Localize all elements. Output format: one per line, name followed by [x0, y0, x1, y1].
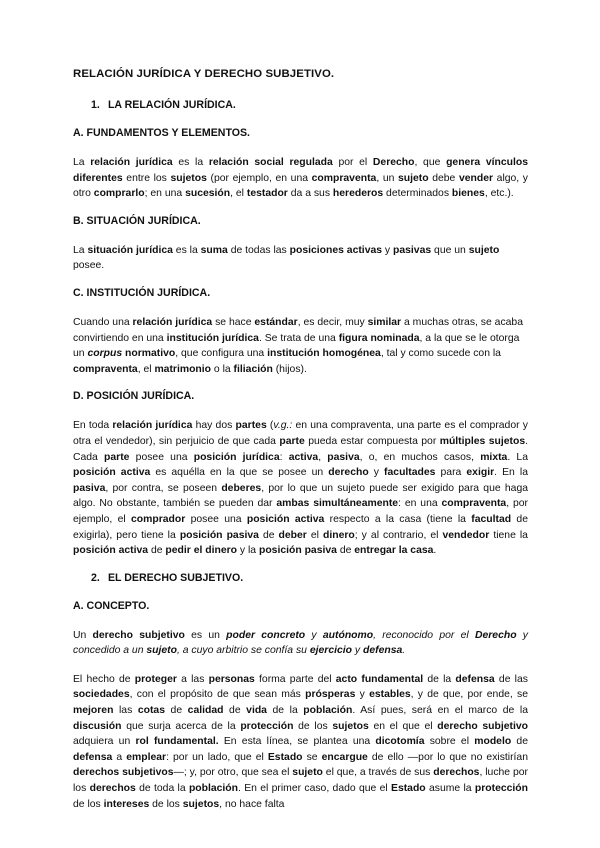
text-run: posición activa: [73, 545, 149, 557]
text-run: estándar: [254, 316, 298, 328]
text-run: bienes: [451, 188, 485, 200]
text-run: protección: [474, 783, 529, 795]
text-run: y: [305, 629, 323, 641]
text-run: deber: [278, 529, 307, 541]
text-run: posición pasiva: [179, 529, 259, 541]
text-run: algo, y otro: [73, 172, 529, 200]
text-run: y concedido a un: [73, 629, 528, 657]
text-run: Derecho: [474, 629, 517, 641]
text-run: el: [306, 529, 323, 541]
text-run: , el: [230, 188, 247, 200]
section-2-title: EL DERECHO SUBJETIVO.: [107, 571, 244, 584]
text-run: Derecho: [372, 157, 415, 168]
text-run: a las: [176, 673, 209, 685]
text-run: cotas: [137, 705, 165, 717]
text-run: de exigirla), pero tiene la: [73, 513, 528, 541]
text-run: relación jurídica: [112, 420, 193, 432]
text-run: de: [258, 529, 279, 541]
text-run: dicotomía: [375, 736, 425, 748]
text-run: , a la que se le otorga un: [73, 332, 520, 360]
text-run: , un: [376, 172, 398, 184]
subsection-2a-paragraph: [73, 628, 528, 659]
text-run: sujetos: [182, 798, 220, 810]
text-run: :: [279, 451, 289, 463]
text-run: Estado: [267, 751, 303, 763]
text-run: autónomo: [322, 629, 374, 641]
text-run: modelo: [474, 736, 512, 748]
text-run: sujeto: [398, 172, 429, 184]
text-run: de todas las: [227, 244, 290, 256]
text-run: institución homogénea: [267, 348, 381, 360]
text-run: ; en una: [144, 188, 186, 200]
text-run: calidad: [187, 705, 224, 717]
text-run: de: [511, 736, 528, 748]
text-run: , es decir, muy: [297, 316, 368, 328]
subsection-b-paragraph: [73, 243, 528, 274]
text-run: : por un lado, que el: [166, 751, 268, 763]
text-run: de los: [73, 798, 104, 810]
text-run: genera vínculos diferentes: [73, 157, 528, 184]
text-run: , o, en muchos casos,: [359, 451, 481, 463]
text-run: herederos: [332, 188, 384, 200]
subsection-2a-heading: A. CONCEPTO.: [73, 599, 150, 612]
text-run: y: [382, 244, 394, 256]
text-run: es aquélla en la que se posee un: [150, 467, 329, 479]
text-run: , y de que, por ende, se: [410, 689, 528, 701]
text-run: facultad: [471, 513, 512, 525]
text-run: .: [402, 645, 406, 657]
text-run: de: [336, 545, 355, 557]
subsection-c-heading: C. INSTITUCIÓN JURÍDICA.: [73, 286, 211, 299]
text-run: a muchas otras, se acaba convirtiendo en una: [73, 316, 523, 344]
text-run: entre los: [122, 172, 171, 184]
text-run: de las: [494, 673, 528, 685]
text-run: pueda estar compuesta por: [304, 435, 440, 447]
text-run: y la: [237, 545, 259, 557]
text-run: mejoren: [73, 705, 114, 717]
text-run: , a cuyo arbitrio se confía su: [176, 645, 310, 657]
text-run: de toda la: [135, 783, 189, 795]
text-run: , tal y como sucede con la: [380, 348, 501, 360]
section-2-number: 2.: [91, 571, 100, 584]
text-run: forma parte del: [254, 673, 336, 685]
text-run: La: [73, 157, 91, 168]
text-run: pasiva: [73, 482, 106, 494]
text-run: comprador: [130, 513, 186, 525]
text-run: . En el primer caso, dado que el: [238, 783, 392, 795]
text-run: , reconocido por el: [373, 629, 475, 641]
text-run: derecho subjetivo: [437, 720, 528, 732]
text-run: las: [113, 705, 138, 717]
text-run: protección: [240, 720, 294, 732]
text-run: de la: [266, 705, 304, 717]
text-run: activa: [288, 451, 319, 463]
text-run: de la: [423, 673, 456, 685]
text-run: y: [368, 467, 385, 479]
text-run: emplear: [126, 751, 167, 763]
text-run: posee una: [185, 513, 247, 525]
text-run: , no hace falta: [219, 798, 285, 810]
text-run: En toda: [73, 420, 113, 432]
text-run: relación social regulada: [208, 157, 333, 168]
text-run: posición activa: [73, 467, 151, 479]
text-run: población: [188, 783, 239, 795]
text-run: sucesión: [185, 188, 231, 200]
text-run: normativo: [122, 348, 176, 360]
text-run: rol fundamental.: [135, 736, 219, 748]
text-run: parte: [279, 435, 305, 447]
text-run: . Así pues, será en el marco de la: [352, 705, 528, 717]
subsection-b-heading: B. SITUACIÓN JURÍDICA.: [73, 214, 201, 227]
text-run: debe: [428, 172, 459, 184]
text-run: posee una: [129, 451, 194, 463]
text-run: Un: [73, 629, 93, 641]
text-run: dinero: [323, 529, 355, 541]
text-run: sujeto: [146, 645, 177, 657]
text-run: , etc.).: [484, 188, 514, 200]
text-run: (por ejemplo, en una: [206, 172, 312, 184]
text-run: sujetos: [332, 720, 369, 732]
text-run: o la: [211, 363, 234, 375]
text-run: ambas simultáneamente: [276, 498, 399, 510]
section-2-heading: [91, 572, 528, 584]
text-run: vender: [458, 172, 494, 184]
text-run: defensa: [455, 673, 495, 685]
text-run: corpus: [87, 348, 123, 360]
text-run: vendedor: [442, 529, 490, 541]
text-run: para: [435, 467, 467, 479]
text-run: La: [73, 244, 88, 256]
text-run: vida: [246, 705, 267, 717]
text-run: entregar la casa: [354, 545, 434, 557]
text-run: parte: [104, 451, 130, 463]
text-run: posición jurídica: [193, 451, 280, 463]
text-run: en una compraventa, una parte es el comprador y otra el vendedor), sin perjuicio de que cada: [73, 420, 528, 447]
text-run: derechos: [89, 783, 136, 795]
text-run: ; y al contrario, el: [354, 529, 443, 541]
text-run: figura nominada: [338, 332, 420, 344]
subsection-d-paragraph: [73, 418, 528, 558]
text-run: poder concreto: [226, 629, 306, 641]
text-run: testador: [246, 188, 288, 200]
text-run: , luche por los: [73, 767, 528, 795]
text-run: derechos subjetivos: [73, 767, 174, 779]
text-run: . Se trata de una: [258, 332, 339, 344]
text-run: prósperas: [305, 689, 356, 701]
text-run: posee.: [73, 260, 105, 272]
section-1-title: LA RELACIÓN JURÍDICA.: [107, 99, 236, 111]
text-run: y: [352, 645, 363, 657]
text-run: pedir el dinero: [165, 545, 238, 557]
text-run: , con el propósito de que sean más: [129, 689, 306, 701]
text-run: intereses: [103, 798, 150, 810]
text-run: exigir: [466, 467, 495, 479]
text-run: En esta línea, se plantea una: [218, 736, 376, 748]
text-run: discusión: [73, 720, 122, 732]
text-run: es un: [184, 629, 227, 641]
text-run: es la: [172, 157, 209, 168]
text-run: compraventa: [73, 363, 138, 375]
text-run: (: [266, 420, 274, 432]
text-run: : en una: [398, 498, 442, 510]
text-run: hay dos: [192, 420, 236, 432]
text-run: relación jurídica: [90, 157, 173, 168]
text-run: pasiva: [327, 451, 360, 463]
text-run: posiciones activas: [289, 244, 383, 256]
text-run: filiación: [233, 363, 273, 375]
text-run: acto fundamental: [335, 673, 424, 685]
text-run: . En la: [494, 467, 528, 479]
text-run: partes: [235, 420, 267, 432]
text-run: adquiera un: [73, 736, 136, 748]
text-run: da a sus: [287, 188, 333, 200]
text-run: defensa: [73, 751, 113, 763]
closing-paragraph: [73, 672, 528, 812]
text-run: , el: [137, 363, 155, 375]
text-run: Estado: [391, 783, 426, 795]
text-run: se: [302, 751, 322, 763]
text-run: determinados: [383, 188, 452, 200]
text-run: suma: [200, 244, 228, 256]
text-run: v.g.:: [273, 420, 293, 432]
text-run: situación jurídica: [87, 244, 173, 256]
text-run: encargue: [321, 751, 368, 763]
text-run: sujeto: [468, 244, 500, 256]
text-run: proteger: [134, 673, 177, 685]
text-run: que surja acerca de la: [121, 720, 241, 732]
text-run: y: [355, 689, 370, 701]
text-run: .: [433, 545, 437, 557]
text-run: relación jurídica: [132, 316, 213, 328]
text-run: —; y, por otro, que sea el: [173, 767, 293, 779]
text-run: derecho: [328, 467, 369, 479]
text-run: sociedades: [73, 689, 130, 701]
text-run: múltiples sujetos: [439, 435, 526, 447]
text-run: compraventa: [441, 498, 507, 510]
document-title: RELACIÓN JURÍDICA Y DERECHO SUBJETIVO.: [73, 68, 335, 80]
subsection-d-heading: D. POSICIÓN JURÍDICA.: [73, 390, 195, 403]
text-run: . Cada: [73, 435, 528, 463]
text-run: de ello —por lo que no existirían: [367, 751, 528, 763]
text-run: sujeto: [292, 767, 323, 779]
text-run: similar: [367, 316, 402, 328]
text-run: , que configura una: [175, 348, 268, 360]
text-run: . La: [507, 451, 528, 463]
text-run: comprarlo: [93, 188, 145, 200]
section-1-heading: [91, 99, 528, 111]
text-run: de: [223, 705, 247, 717]
text-run: , por contra, se poseen: [105, 482, 222, 494]
subsection-c-paragraph: [73, 315, 528, 377]
text-run: posición pasiva: [258, 545, 337, 557]
text-run: Cuando una: [73, 316, 133, 328]
text-run: defensa: [362, 645, 403, 657]
text-run: de los: [149, 798, 183, 810]
text-run: ,: [318, 451, 328, 463]
text-run: de: [164, 705, 188, 717]
text-run: facultades: [384, 467, 436, 479]
text-run: , que: [414, 157, 447, 168]
section-1-number: 1.: [91, 99, 100, 111]
text-run: es la: [172, 244, 201, 256]
text-run: en el que el: [368, 720, 438, 732]
text-run: que un: [431, 244, 469, 256]
text-run: sujetos: [170, 172, 207, 184]
text-run: compraventa: [311, 172, 377, 184]
text-run: de: [148, 545, 166, 557]
text-run: institución jurídica: [166, 332, 259, 344]
text-run: ejercicio: [309, 645, 352, 657]
text-run: personas: [208, 673, 255, 685]
text-run: (hijos).: [272, 363, 307, 375]
text-run: tiene la: [489, 529, 528, 541]
text-run: el que, a través de sus: [322, 767, 434, 779]
text-run: mixta: [480, 451, 508, 463]
text-run: derechos: [433, 767, 480, 779]
text-run: sobre el: [424, 736, 475, 748]
text-run: posición activa: [246, 513, 325, 525]
text-run: población: [303, 705, 353, 717]
text-run: , por lo que un sujeto puede ser exigido para que haga algo. No obstante, también se pueden dar: [73, 482, 529, 510]
subsection-a-paragraph: [73, 155, 528, 202]
text-run: por el: [332, 157, 373, 168]
text-run: estables: [369, 689, 411, 701]
text-run: derecho subjetivo: [92, 629, 185, 641]
text-run: se hace: [212, 316, 255, 328]
text-run: El hecho de: [73, 673, 135, 685]
text-run: a: [112, 751, 127, 763]
text-run: asume la: [425, 783, 475, 795]
subsection-a-heading: A. FUNDAMENTOS Y ELEMENTOS.: [73, 127, 250, 139]
text-run: deberes: [221, 482, 262, 494]
text-run: de los: [293, 720, 333, 732]
text-run: respecto a la casa (tiene la: [324, 513, 472, 525]
text-run: matrimonio: [154, 363, 212, 375]
text-run: , por ejemplo, el: [73, 498, 529, 525]
text-run: pasivas: [393, 244, 432, 256]
